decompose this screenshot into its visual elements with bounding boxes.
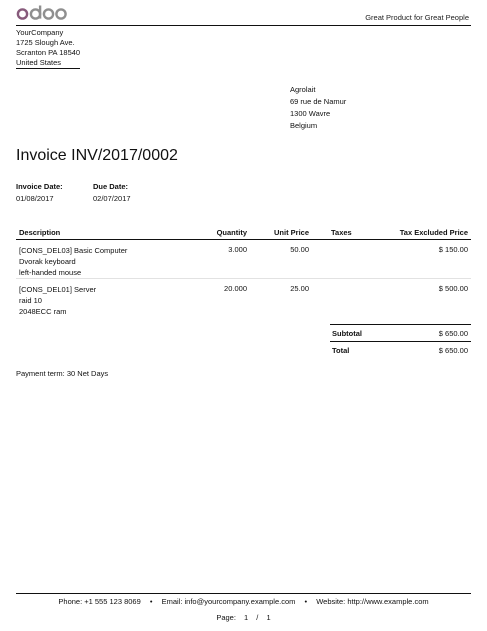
footer-contact xyxy=(0,597,487,606)
customer-street: 69 rue de Namur xyxy=(290,97,347,106)
odoo-logo xyxy=(16,4,68,22)
footer-bullet: • xyxy=(304,597,308,606)
footer-divider xyxy=(16,593,471,594)
line-description xyxy=(19,245,127,278)
line-description-detail: left-handed mouse xyxy=(19,268,82,277)
company-city: Scranton PA 18540 xyxy=(16,48,81,57)
company-tagline: Great Product for Great People xyxy=(365,13,469,22)
col-tax-excluded-header: Tax Excluded Price xyxy=(399,228,468,237)
line-description-product: [CONS_DEL03] Basic Computer xyxy=(19,246,128,255)
subtotal-row xyxy=(330,324,471,341)
total-row xyxy=(330,341,471,358)
line-description-product: [CONS_DEL01] Server xyxy=(19,285,97,294)
invoice-date-block xyxy=(16,181,63,205)
totals-table xyxy=(330,324,471,358)
line-unit-price: 25.00 xyxy=(290,284,309,293)
customer-name: Agrolait xyxy=(290,85,316,94)
col-taxes-header: Taxes xyxy=(331,228,352,237)
footer-phone: Phone: +1 555 123 8069 xyxy=(58,597,141,606)
line-subtotal: $ 150.00 xyxy=(438,245,468,254)
subtotal-value: $ 650.00 xyxy=(438,329,468,338)
col-description-header: Description xyxy=(19,228,61,237)
page-current: 1 xyxy=(244,613,249,622)
line-quantity: 3.000 xyxy=(228,245,247,254)
page-label: Page: xyxy=(216,613,236,622)
due-date-value: 02/07/2017 xyxy=(93,194,131,203)
company-name: YourCompany xyxy=(16,28,64,37)
line-quantity: 20.000 xyxy=(224,284,247,293)
col-quantity-header: Quantity xyxy=(216,228,247,237)
table-header-row xyxy=(16,224,471,240)
company-country: United States xyxy=(16,58,62,67)
total-value: $ 650.00 xyxy=(438,346,468,355)
line-subtotal: $ 500.00 xyxy=(438,284,468,293)
line-description xyxy=(19,284,96,317)
page-total: 1 xyxy=(266,613,271,622)
line-description-detail: Dvorak keyboard xyxy=(19,257,76,266)
line-description-detail: raid 10 xyxy=(19,296,42,305)
customer-city: 1300 Wavre xyxy=(290,109,331,118)
customer-country: Belgium xyxy=(290,121,318,130)
invoice-title: Invoice INV/2017/0002 xyxy=(16,147,178,164)
page-separator: / xyxy=(256,613,259,622)
invoice-lines-table xyxy=(16,224,471,317)
customer-address xyxy=(290,84,346,132)
page-number xyxy=(0,613,487,622)
table-row xyxy=(16,240,471,279)
due-date-block xyxy=(93,181,131,205)
line-description-detail: 2048ECC ram xyxy=(19,307,67,316)
subtotal-label: Subtotal xyxy=(332,329,362,338)
footer-website: Website: http://www.example.com xyxy=(316,597,429,606)
due-date-label: Due Date: xyxy=(93,182,129,191)
header-divider xyxy=(16,25,471,26)
total-label: Total xyxy=(332,346,350,355)
company-address xyxy=(16,28,80,68)
footer-email: Email: info@yourcompany.example.com xyxy=(161,597,296,606)
footer-bullet: • xyxy=(149,597,153,606)
col-unit-price-header: Unit Price xyxy=(273,228,309,237)
table-row xyxy=(16,279,471,317)
invoice-date-label: Invoice Date: xyxy=(16,182,63,191)
company-street: 1725 Slough Ave. xyxy=(16,38,75,47)
payment-term: Payment term: 30 Net Days xyxy=(16,369,109,378)
invoice-date-value: 01/08/2017 xyxy=(16,194,54,203)
line-unit-price: 50.00 xyxy=(290,245,309,254)
company-address-underline xyxy=(16,68,80,69)
